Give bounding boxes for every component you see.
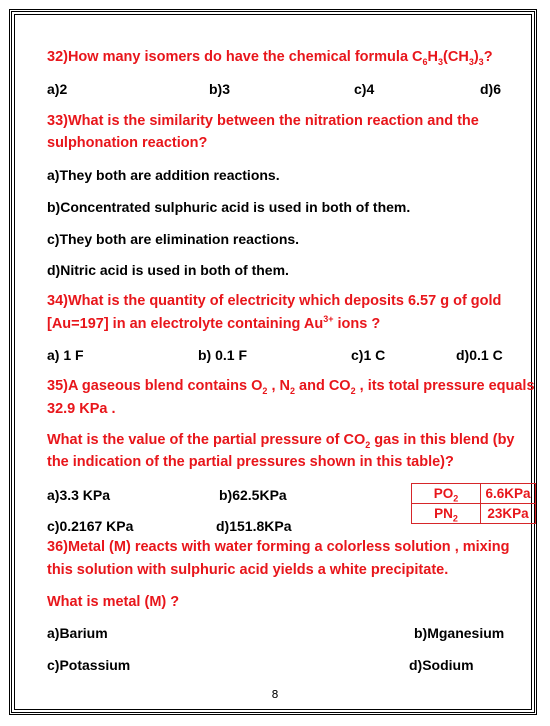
question-33-line-1: 33)What is the similarity between the nitration reaction and the <box>47 113 479 129</box>
q36-option-a: a)Barium <box>47 625 108 641</box>
q33-option-b: b)Concentrated sulphuric acid is used in both of them. <box>47 199 411 215</box>
question-36-line-2: this solution with sulphuric acid yields a white precipitate. <box>47 562 449 578</box>
question-34-line-1: 34)What is the quantity of electricity which deposits 6.57 g of gold <box>47 293 502 309</box>
q36-option-b: b)Mganesium <box>414 625 505 641</box>
q33-option-c: c)They both are elimination reactions. <box>47 231 300 247</box>
q32-option-d: d)6 <box>480 81 501 97</box>
table-cell-label: $PO_2$ <box>412 484 481 504</box>
q36-option-d: d)Sodium <box>409 657 474 673</box>
question-36-line-3: What is metal (M) ? <box>47 594 180 610</box>
table-row <box>412 504 536 524</box>
question-32: 32)How many isomers do have the chemical formula $C_6H_3(CH_3)_3$? <box>47 49 493 67</box>
table-cell-label: $PN_2$ <box>412 504 481 524</box>
partial-pressure-table <box>411 483 536 524</box>
table-cell-value: 23KPa <box>481 504 536 524</box>
q34-option-a: a) 1 F <box>47 347 84 363</box>
q34-option-b: b) 0.1 F <box>198 347 248 363</box>
q32-option-a: a)2 <box>47 81 68 97</box>
question-33-line-2: sulphonation reaction? <box>47 135 208 151</box>
question-36-line-1: 36)Metal (M) reacts with water forming a colorless solution , mixing <box>47 539 510 555</box>
q35-option-d: d)151.8KPa <box>216 518 292 534</box>
q36-option-c: c)Potassium <box>47 657 131 673</box>
question-34-line-2: [Au=197] in an electrolyte containing $Au^{3+}$ ions ? <box>47 314 381 332</box>
q34-option-c: c)1 C <box>351 347 386 363</box>
q32-option-b: b)3 <box>209 81 230 97</box>
q34-option-d: d)0.1 C <box>456 347 503 363</box>
question-35-sub-line-1: What is the value of the partial pressure of $CO_2$ gas in this blend (by <box>47 432 515 450</box>
table-cell-value: 6.6KPa <box>481 484 536 504</box>
q32-option-c: c)4 <box>354 81 375 97</box>
q35-option-a: a)3.3 KPa <box>47 487 111 503</box>
q33-option-d: d)Nitric acid is used in both of them. <box>47 262 289 278</box>
question-35-line-2: 32.9 KPa . <box>47 401 116 417</box>
q33-option-a: a)They both are addition reactions. <box>47 167 280 183</box>
q35-option-c: c)0.2167 KPa <box>47 518 134 534</box>
question-35-line-1: 35)A gaseous blend contains $O_2$ , $N_2$ and $CO_2$ , its total pressure equals <box>47 378 535 396</box>
page-number: 8 <box>271 688 279 701</box>
table-row <box>412 484 536 504</box>
question-35-sub-line-2: the indication of the partial pressures shown in this table)? <box>47 454 454 470</box>
q35-option-b: b)62.5KPa <box>219 487 287 503</box>
